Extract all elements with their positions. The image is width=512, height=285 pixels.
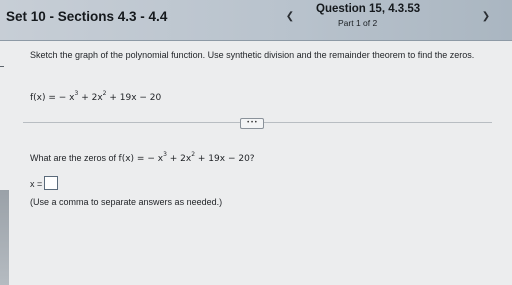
answer-input[interactable] [44,176,58,190]
more-button[interactable]: • • • [240,118,264,129]
question-function [118,151,255,164]
question-function-lhs: f(x) = − x [118,154,164,164]
function-term-2: + 2x [78,93,103,103]
function-terms-rest: + 19x − 20 [106,93,162,103]
problem-function [30,90,162,103]
set-title: Set 10 - Sections 4.3 - 4.4 [6,9,168,24]
problem-prompt: Sketch the graph of the polynomial function. Use synthetic division and the remainder theorem to find the zeros. [30,50,475,60]
next-question-button[interactable] [479,10,493,24]
function-lhs: f(x) = − x [30,93,75,103]
question-title: Question 15, 4.3.53 [316,3,421,15]
answer-label: x = [30,179,43,189]
chevron-right-icon: ❯ [481,11,491,22]
part-label: Part 1 of 2 [338,18,378,28]
question-function-terms-rest: + 19x − 20? [195,154,255,164]
question-header [0,0,512,41]
question-exponent-2: 2 [191,151,196,158]
previous-question-button[interactable] [283,10,297,24]
exponent-3: 3 [74,90,79,97]
answer-hint: (Use a comma to separate answers as needed.) [30,197,223,207]
zeros-question [30,153,255,164]
question-text: What are the zeros of [30,153,119,163]
scrollbar[interactable] [0,190,9,285]
question-function-term-2: + 2x [166,154,192,164]
question-exponent-3: 3 [163,151,167,158]
left-edge-tick [0,66,4,67]
exponent-2: 2 [102,90,107,97]
chevron-left-icon: ❮ [285,11,295,22]
